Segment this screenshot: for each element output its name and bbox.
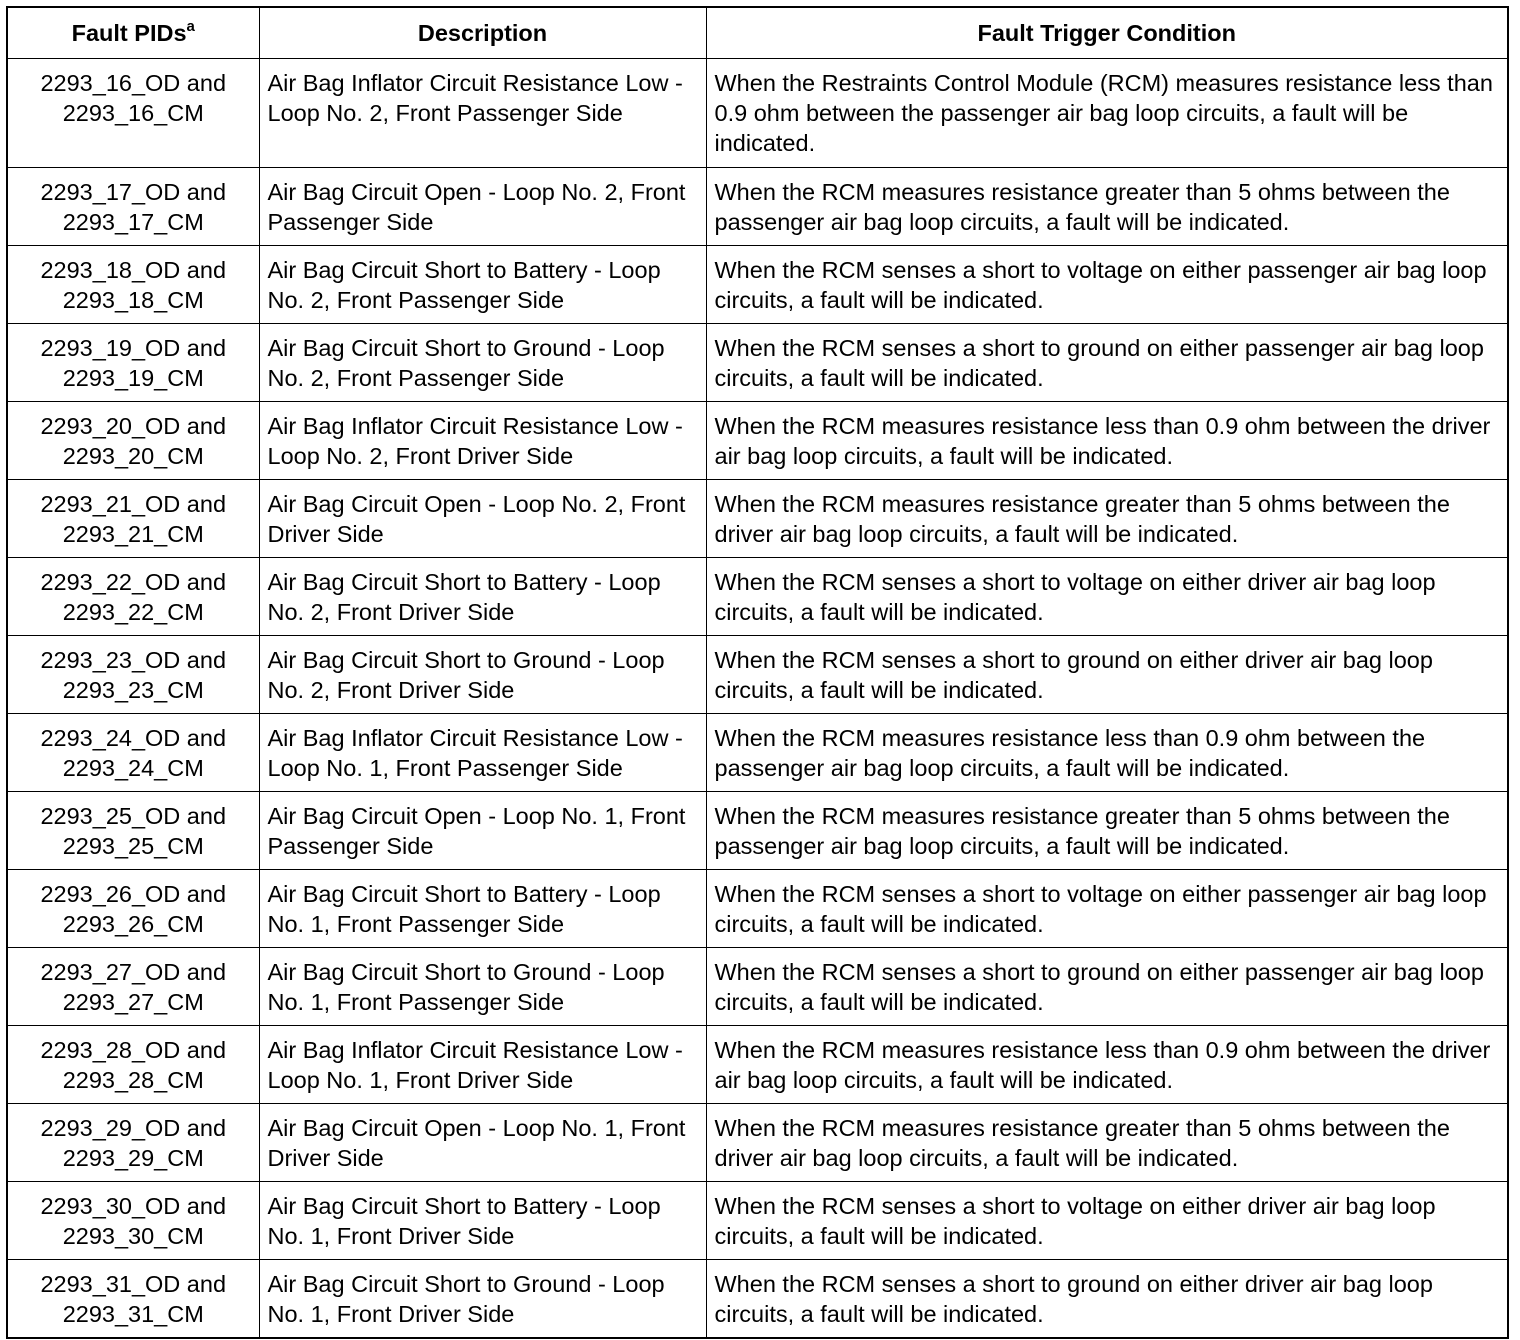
description-cell: Air Bag Circuit Short to Battery - Loop No. 2, Front Passenger Side [259,246,706,324]
trigger-condition-cell: When the RCM measures resistance less than 0.9 ohm between the driver air bag loop circuits, a fault will be indicated. [706,402,1508,480]
fault-pid-cell [7,792,259,870]
fault-pid-cell [7,948,259,1026]
column-header-fault-pids-label: Fault PIDs [71,20,187,46]
fault-pid-line2: 2293_22_CM [62,599,204,625]
fault-pid-cell [7,558,259,636]
fault-pid-line2: 2293_19_CM [62,365,204,391]
fault-pid-cell [7,1182,259,1260]
trigger-condition-cell: When the RCM senses a short to ground on either passenger air bag loop circuits, a fault will be indicated. [706,948,1508,1026]
description-cell: Air Bag Circuit Open - Loop No. 1, Front Driver Side [259,1104,706,1182]
table-row [7,1182,1508,1260]
fault-pid-line2: 2293_18_CM [62,287,204,313]
fault-pid-line1: 2293_27_OD and [40,959,227,985]
table-header-row [7,7,1508,59]
trigger-condition-cell: When the RCM measures resistance greater than 5 ohms between the driver air bag loop circuits, a fault will be indicated. [706,480,1508,558]
table-row [7,792,1508,870]
table-row [7,246,1508,324]
description-cell: Air Bag Circuit Short to Battery - Loop No. 1, Front Driver Side [259,1182,706,1260]
fault-pid-line1: 2293_22_OD and [40,569,227,595]
fault-pid-line2: 2293_20_CM [62,443,204,469]
fault-pid-cell [7,714,259,792]
fault-pid-line2: 2293_17_CM [62,209,204,235]
fault-pid-line1: 2293_24_OD and [40,725,227,751]
fault-pid-line1: 2293_23_OD and [40,647,227,673]
fault-pid-line2: 2293_21_CM [62,521,204,547]
table-row [7,636,1508,714]
table-row [7,324,1508,402]
column-header-description: Description [259,7,706,59]
fault-pid-line1: 2293_29_OD and [40,1115,227,1141]
table-row [7,480,1508,558]
fault-pid-line1: 2293_28_OD and [40,1037,227,1063]
description-cell: Air Bag Circuit Short to Ground - Loop No. 2, Front Driver Side [259,636,706,714]
table-row [7,59,1508,168]
fault-pid-line1: 2293_20_OD and [40,413,227,439]
fault-pid-line2: 2293_31_CM [62,1301,204,1327]
fault-pid-line2: 2293_28_CM [62,1067,204,1093]
fault-pid-cell [7,402,259,480]
trigger-condition-cell: When the RCM measures resistance greater than 5 ohms between the passenger air bag loop circuits, a fault will be indicated. [706,168,1508,246]
fault-pid-line1: 2293_30_OD and [40,1193,227,1219]
fault-pid-cell [7,324,259,402]
description-cell: Air Bag Inflator Circuit Resistance Low - Loop No. 2, Front Passenger Side [259,59,706,168]
fault-pid-line2: 2293_26_CM [62,911,204,937]
fault-pid-cell [7,636,259,714]
fault-pid-cell [7,1260,259,1339]
fault-pid-line1: 2293_16_OD and [40,70,227,96]
trigger-condition-cell: When the RCM measures resistance greater than 5 ohms between the driver air bag loop circuits, a fault will be indicated. [706,1104,1508,1182]
trigger-condition-cell: When the RCM measures resistance less than 0.9 ohm between the passenger air bag loop circuits, a fault will be indicated. [706,714,1508,792]
trigger-condition-cell: When the RCM senses a short to voltage on either driver air bag loop circuits, a fault will be indicated. [706,558,1508,636]
fault-pid-cell [7,480,259,558]
column-header-condition: Fault Trigger Condition [706,7,1508,59]
fault-pid-line2: 2293_24_CM [62,755,204,781]
description-cell: Air Bag Circuit Short to Ground - Loop No. 1, Front Passenger Side [259,948,706,1026]
fault-pid-line2: 2293_16_CM [62,100,204,126]
fault-pid-line2: 2293_25_CM [62,833,204,859]
description-cell: Air Bag Circuit Short to Battery - Loop No. 1, Front Passenger Side [259,870,706,948]
fault-pid-table [6,6,1509,1339]
trigger-condition-cell: When the RCM measures resistance less than 0.9 ohm between the driver air bag loop circuits, a fault will be indicated. [706,1026,1508,1104]
fault-pid-line1: 2293_21_OD and [40,491,227,517]
table-row [7,1104,1508,1182]
table-row [7,870,1508,948]
description-cell: Air Bag Inflator Circuit Resistance Low - Loop No. 1, Front Passenger Side [259,714,706,792]
fault-pid-line1: 2293_17_OD and [40,179,227,205]
trigger-condition-cell: When the RCM measures resistance greater than 5 ohms between the passenger air bag loop circuits, a fault will be indicated. [706,792,1508,870]
fault-pid-line2: 2293_23_CM [62,677,204,703]
trigger-condition-cell: When the RCM senses a short to ground on either driver air bag loop circuits, a fault will be indicated. [706,1260,1508,1339]
fault-pid-cell [7,1104,259,1182]
fault-pid-line2: 2293_29_CM [62,1145,204,1171]
fault-pid-cell [7,59,259,168]
fault-pid-line2: 2293_27_CM [62,989,204,1015]
description-cell: Air Bag Circuit Short to Ground - Loop No. 1, Front Driver Side [259,1260,706,1339]
description-cell: Air Bag Circuit Open - Loop No. 2, Front Driver Side [259,480,706,558]
table-row [7,402,1508,480]
table-row [7,714,1508,792]
fault-pid-cell [7,168,259,246]
table-row [7,558,1508,636]
description-cell: Air Bag Inflator Circuit Resistance Low - Loop No. 2, Front Driver Side [259,402,706,480]
description-cell: Air Bag Circuit Short to Ground - Loop No. 2, Front Passenger Side [259,324,706,402]
fault-pid-line1: 2293_31_OD and [40,1271,227,1297]
table-row [7,1260,1508,1339]
trigger-condition-cell: When the RCM senses a short to ground on either passenger air bag loop circuits, a fault will be indicated. [706,324,1508,402]
fault-pid-line2: 2293_30_CM [62,1223,204,1249]
description-cell: Air Bag Inflator Circuit Resistance Low - Loop No. 1, Front Driver Side [259,1026,706,1104]
fault-pid-cell [7,870,259,948]
fault-pid-line1: 2293_25_OD and [40,803,227,829]
fault-pid-cell [7,246,259,324]
description-cell: Air Bag Circuit Short to Battery - Loop No. 2, Front Driver Side [259,558,706,636]
fault-pid-cell [7,1026,259,1104]
trigger-condition-cell: When the RCM senses a short to ground on either driver air bag loop circuits, a fault will be indicated. [706,636,1508,714]
fault-pid-line1: 2293_18_OD and [40,257,227,283]
trigger-condition-cell: When the RCM senses a short to voltage on either passenger air bag loop circuits, a fault will be indicated. [706,246,1508,324]
table-row [7,168,1508,246]
trigger-condition-cell: When the RCM senses a short to voltage on either passenger air bag loop circuits, a fault will be indicated. [706,870,1508,948]
description-cell: Air Bag Circuit Open - Loop No. 2, Front Passenger Side [259,168,706,246]
trigger-condition-cell: When the RCM senses a short to voltage on either driver air bag loop circuits, a fault will be indicated. [706,1182,1508,1260]
column-header-fault-pids [7,7,259,59]
trigger-condition-cell: When the Restraints Control Module (RCM) measures resistance less than 0.9 ohm between the passenger air bag loop circuits, a fault will be indicated. [706,59,1508,168]
table-row [7,1026,1508,1104]
footnote-marker: a [186,18,195,36]
fault-pid-line1: 2293_26_OD and [40,881,227,907]
table-body [7,59,1508,1339]
fault-pid-line1: 2293_19_OD and [40,335,227,361]
table-row [7,948,1508,1026]
description-cell: Air Bag Circuit Open - Loop No. 1, Front Passenger Side [259,792,706,870]
